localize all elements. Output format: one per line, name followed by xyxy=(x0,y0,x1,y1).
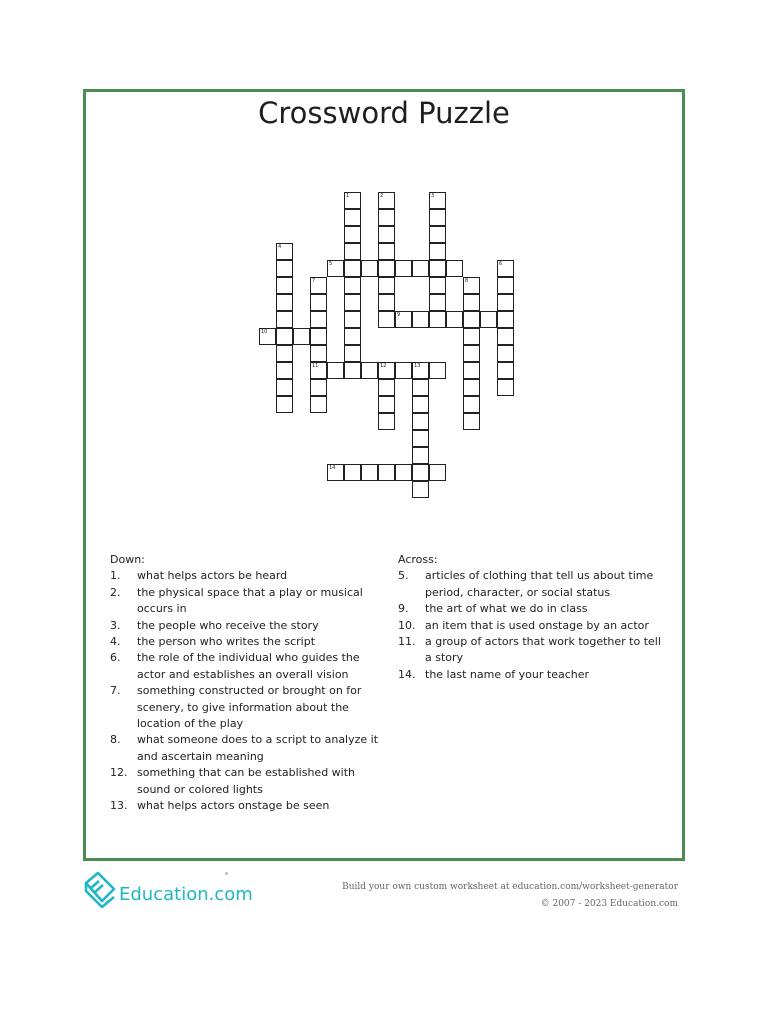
down-clue xyxy=(110,798,380,814)
clue-text: something that can be established with sound or colored lights xyxy=(137,766,356,796)
clue-number-label: 3 xyxy=(431,193,435,199)
crossword-cell[interactable] xyxy=(344,464,361,481)
crossword-cell[interactable] xyxy=(378,413,395,430)
crossword-cell[interactable] xyxy=(429,277,446,294)
down-clue xyxy=(110,634,380,650)
clue-text: the physical space that a play or musical occurs in xyxy=(137,585,363,616)
clue-number-label: 9 xyxy=(397,312,401,318)
crossword-cell[interactable] xyxy=(378,277,395,294)
across-clue-list xyxy=(398,568,668,683)
crossword-cell[interactable] xyxy=(310,311,327,328)
crossword-cell[interactable] xyxy=(463,311,480,328)
crossword-cell[interactable] xyxy=(429,209,446,226)
crossword-cell[interactable] xyxy=(276,311,293,328)
down-clue-list xyxy=(110,568,380,814)
crossword-cell[interactable] xyxy=(463,379,480,396)
clue-text: an item that is used onstage by an actor xyxy=(425,618,649,632)
education-logo-icon xyxy=(82,869,118,909)
down-clue xyxy=(110,765,380,798)
clue-number-label: 10 xyxy=(261,329,268,335)
crossword-cell[interactable] xyxy=(378,311,395,328)
across-clue xyxy=(398,618,668,634)
crossword-cell[interactable] xyxy=(412,464,429,481)
crossword-cell[interactable] xyxy=(412,481,429,498)
clue-text: the art of what we do in class xyxy=(425,602,588,616)
crossword-cell[interactable] xyxy=(361,260,378,277)
crossword-cell[interactable] xyxy=(497,362,514,379)
across-clues xyxy=(398,552,668,683)
down-clue xyxy=(110,618,380,634)
clue-number-label: 12 xyxy=(380,363,387,369)
clue-number: 10. xyxy=(398,618,416,632)
crossword-cell[interactable] xyxy=(412,447,429,464)
crossword-cell[interactable] xyxy=(497,379,514,396)
clue-number-label: 5 xyxy=(329,261,333,267)
clue-text: a group of actors that work together to tell a story xyxy=(425,635,661,665)
clue-number: 9. xyxy=(398,602,409,616)
crossword-cell[interactable] xyxy=(446,260,463,277)
down-clue xyxy=(110,683,380,732)
crossword-cell[interactable] xyxy=(276,396,293,413)
across-heading: Across: xyxy=(398,553,438,566)
clue-number: 6. xyxy=(110,651,121,665)
clue-number-label: 2 xyxy=(380,193,384,199)
crossword-cell[interactable] xyxy=(378,226,395,243)
crossword-cell[interactable] xyxy=(429,260,446,277)
crossword-cell[interactable] xyxy=(497,277,514,294)
clue-number: 2. xyxy=(110,585,121,599)
page-title: Crossword Puzzle xyxy=(258,96,510,130)
clue-number-label: 11 xyxy=(312,363,319,369)
crossword-cell[interactable] xyxy=(429,362,446,379)
crossword-cell[interactable] xyxy=(378,260,395,277)
across-clue xyxy=(398,601,668,617)
crossword-cell[interactable] xyxy=(412,311,429,328)
clue-number-label: 1 xyxy=(346,193,350,199)
crossword-cell[interactable] xyxy=(395,362,412,379)
crossword-cell[interactable] xyxy=(361,464,378,481)
footer-copyright: © 2007 - 2023 Education.com xyxy=(540,899,678,909)
crossword-cell[interactable] xyxy=(378,464,395,481)
clue-text: what helps actors be heard xyxy=(137,569,288,583)
crossword-cell[interactable] xyxy=(293,328,310,345)
crossword-cell[interactable] xyxy=(327,362,344,379)
clue-number: 8. xyxy=(110,733,121,747)
crossword-cell[interactable] xyxy=(276,379,293,396)
clue-number: 5. xyxy=(398,569,409,583)
clue-number-label: 13 xyxy=(414,363,421,369)
clue-text: the role of the individual who guides the actor and establishes an overall vision xyxy=(137,651,360,681)
down-clues xyxy=(110,552,380,815)
clue-text: the person who writes the script xyxy=(137,635,316,649)
crossword-cell[interactable] xyxy=(344,294,361,311)
crossword-cell[interactable] xyxy=(463,345,480,362)
crossword-cell[interactable] xyxy=(497,328,514,345)
crossword-cell[interactable] xyxy=(344,311,361,328)
crossword-cell[interactable] xyxy=(429,311,446,328)
crossword-cell[interactable] xyxy=(446,311,463,328)
clue-text: the last name of your teacher xyxy=(425,667,590,681)
crossword-cell[interactable] xyxy=(497,311,514,328)
down-clue xyxy=(110,568,380,584)
crossword-cell[interactable] xyxy=(310,328,327,345)
crossword-cell[interactable] xyxy=(344,277,361,294)
crossword-cell[interactable] xyxy=(395,464,412,481)
clue-text: the people who receive the story xyxy=(137,618,319,632)
clue-number: 3. xyxy=(110,618,121,632)
crossword-cell[interactable] xyxy=(412,413,429,430)
clue-number: 12. xyxy=(110,766,128,780)
clue-number: 11. xyxy=(398,635,416,649)
crossword-cell[interactable] xyxy=(497,294,514,311)
crossword-cell[interactable] xyxy=(310,294,327,311)
crossword-cell[interactable] xyxy=(429,294,446,311)
crossword-cell[interactable] xyxy=(497,345,514,362)
across-clue xyxy=(398,568,668,601)
crossword-cell[interactable] xyxy=(378,396,395,413)
clue-text: something constructed or brought on for scenery, to give information about the location of the play xyxy=(137,684,362,731)
clue-number-label: 7 xyxy=(312,278,316,284)
down-clue xyxy=(110,650,380,683)
crossword-cell[interactable] xyxy=(378,209,395,226)
clue-text: articles of clothing that tell us about time period, character, or social status xyxy=(425,569,654,599)
crossword-cell[interactable] xyxy=(361,362,378,379)
crossword-cell[interactable] xyxy=(412,396,429,413)
clue-number-label: 6 xyxy=(499,261,503,267)
down-clue xyxy=(110,585,380,618)
clue-number-label: 14 xyxy=(329,465,336,471)
crossword-cell[interactable] xyxy=(480,311,497,328)
crossword-cell[interactable] xyxy=(378,294,395,311)
crossword-cell[interactable] xyxy=(344,260,361,277)
crossword-cell[interactable] xyxy=(276,277,293,294)
crossword-cell[interactable] xyxy=(378,379,395,396)
crossword-cell[interactable] xyxy=(412,260,429,277)
crossword-cell[interactable] xyxy=(344,328,361,345)
crossword-cell[interactable] xyxy=(463,362,480,379)
crossword-cell[interactable] xyxy=(463,294,480,311)
crossword-cell[interactable] xyxy=(276,362,293,379)
crossword-cell[interactable] xyxy=(463,413,480,430)
crossword-cell[interactable] xyxy=(412,430,429,447)
crossword-cell[interactable] xyxy=(276,345,293,362)
clue-number: 13. xyxy=(110,799,128,813)
crossword-cell[interactable] xyxy=(463,328,480,345)
crossword-cell[interactable] xyxy=(344,345,361,362)
crossword-cell[interactable] xyxy=(412,379,429,396)
crossword-cell[interactable] xyxy=(310,396,327,413)
clue-number: 7. xyxy=(110,684,121,698)
decorative-dot xyxy=(225,872,228,875)
crossword-cell[interactable] xyxy=(310,379,327,396)
across-clue xyxy=(398,634,668,667)
crossword-cell[interactable] xyxy=(429,464,446,481)
crossword-cell[interactable] xyxy=(344,209,361,226)
crossword-cell[interactable] xyxy=(429,226,446,243)
crossword-cell[interactable] xyxy=(378,243,395,260)
clue-number: 14. xyxy=(398,667,416,681)
crossword-cell[interactable] xyxy=(395,260,412,277)
footer-generator-link[interactable]: Build your own custom worksheet at education.com/worksheet-generator xyxy=(342,882,678,892)
clue-text: what helps actors onstage be seen xyxy=(137,799,330,813)
crossword-cell[interactable] xyxy=(276,328,293,345)
crossword-cell[interactable] xyxy=(344,362,361,379)
down-clue xyxy=(110,732,380,765)
brand-name[interactable]: Education.com xyxy=(119,884,253,905)
clue-number-label: 4 xyxy=(278,244,282,250)
crossword-cell[interactable] xyxy=(463,396,480,413)
clue-number: 4. xyxy=(110,635,121,649)
crossword-cell[interactable] xyxy=(344,226,361,243)
down-heading: Down: xyxy=(110,553,145,566)
crossword-cell[interactable] xyxy=(276,260,293,277)
crossword-cell[interactable] xyxy=(344,243,361,260)
across-clue xyxy=(398,667,668,683)
clue-text: what someone does to a script to analyze it and ascertain meaning xyxy=(137,733,379,763)
clue-number: 1. xyxy=(110,569,121,583)
crossword-cell[interactable] xyxy=(276,294,293,311)
crossword-cell[interactable] xyxy=(310,345,327,362)
crossword-cell[interactable] xyxy=(429,243,446,260)
clue-number-label: 8 xyxy=(465,278,469,284)
